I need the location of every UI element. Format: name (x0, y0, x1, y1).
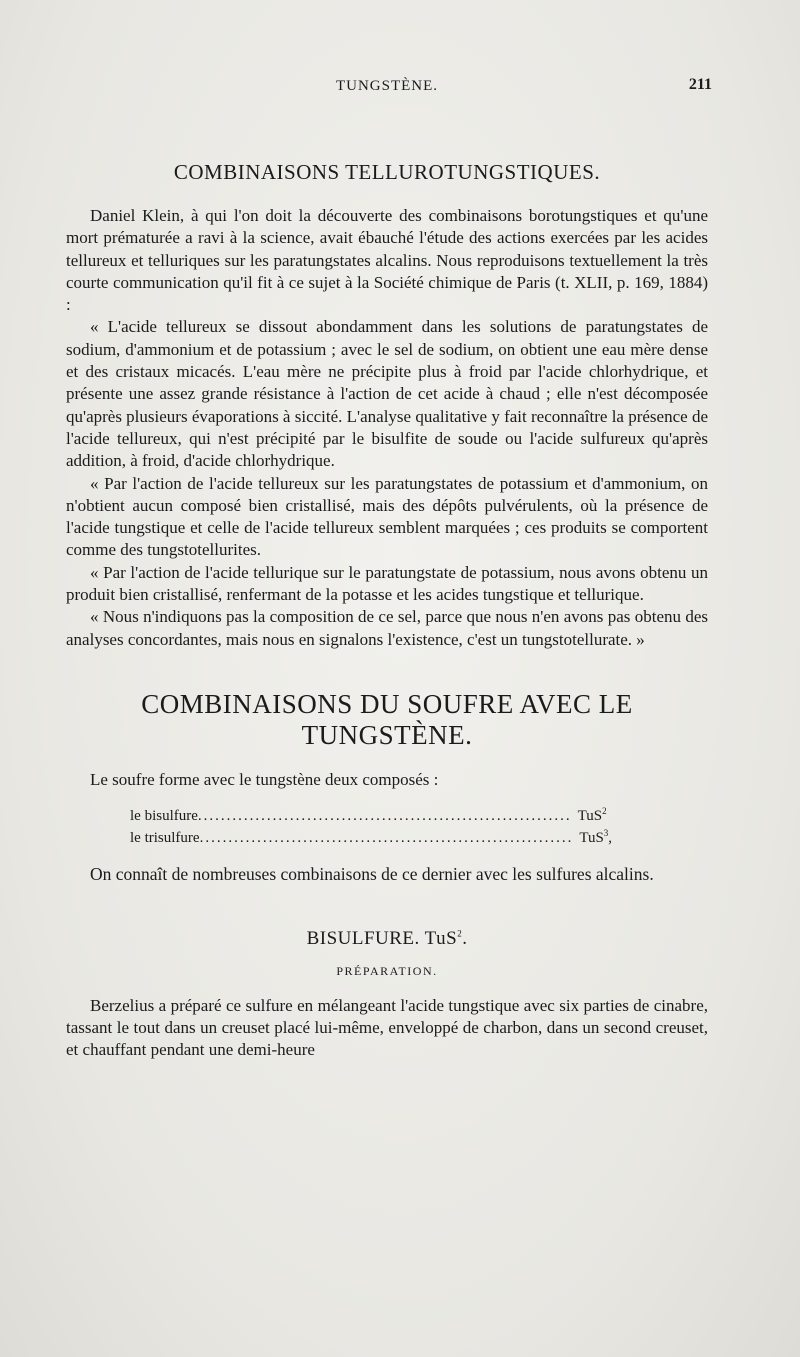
compound-name: le bisulfure (130, 808, 198, 825)
page-content (66, 160, 708, 1061)
compound-formula: TuS$^3$, (579, 828, 613, 847)
section-title-tellurotungstiques: COMBINAISONS TELLUROTUNGSTIQUES. (173, 160, 601, 184)
leader-dots: ................................................................. (197, 808, 572, 825)
paragraph: « Nous n'indiquons pas la composition de ce sel, parce que nous n'en avons pas obtenu des analyses concordantes, mais nous en signalons l'existence, c'est un tungstotellurate. » (66, 607, 708, 649)
compound-list (66, 805, 708, 849)
paragraph: Berzelius a préparé ce sulfure en mélangeant l'acide tungstique avec six parties de cinabre, tassant le tout dans un creuset placé lui-même, enveloppé de charbon, dans un second creuset, et chauffant pendant une demi-heure (66, 995, 708, 1060)
compound-formula: TuS$^2$ (577, 806, 607, 825)
paragraph: « L'acide tellureux se dissout abondamment dans les solutions de paratungstates de sodium, d'ammonium et de potassium ; avec le sel de sodium, on obtient une eau mère dense et des cristaux micacés. L'eau mère ne précipite plus à froid par l'acide chlorhydrique, et présente une assez grande résistance à l'action de cet acide à chaud ; elle n'est décomposée qu'après plusieurs évaporations à siccité. L'analyse qualitative y fait reconnaître la présence de l'acide tellureux, qui n'est précipité par le bisulfite de soude ou l'acide sulfureux qu'après addition, à froid, d'acide chlorhydrique. (66, 317, 708, 471)
section-title-bisulfure: BISULFURE. TuS$^2$. (306, 927, 468, 949)
compound-row (130, 827, 613, 849)
paragraph: Le soufre forme avec le tungstène deux composés : (90, 769, 439, 789)
compound-row (130, 805, 607, 827)
subsection-title-preparation: PRÉPARATION. (336, 963, 438, 978)
running-title: TUNGSTÈNE. (335, 78, 439, 94)
compound-name: le trisulfure (130, 830, 200, 847)
section-title-soufre: COMBINAISONS DU SOUFRE AVEC LE TUNGSTÈNE. (141, 688, 633, 750)
paragraph: « Par l'action de l'acide tellureux sur les paratungstates de potassium et d'ammonium, on n'obtient aucun composé bien cristallisé, mais des dépôts pulvérulents, où la présence de l'acide tungstique et celle de l'acide tellureux semblent marquées ; ces produits se comportent comme des tungstotellurites. (66, 473, 708, 560)
paragraph: On connaît de nombreuses combinaisons de ce dernier avec les sulfures alcalins. (90, 864, 654, 885)
paragraph: Daniel Klein, à qui l'on doit la découverte des combinaisons borotungstiques et qu'une mort prématurée a ravi à la science, avait ébauché l'étude des actions exercées par les acides tellureux et telluriques sur les paratungstates alcalins. Nous reproduisons textuellement la très courte communication qu'il fit à ce sujet à la Société chimique de Paris (t. XLII, p. 169, 1884) : (66, 206, 708, 315)
paragraph: « Par l'action de l'acide tellurique sur le paratungstate de potassium, nous avons obtenu un produit bien cristallisé, renfermant de la potasse et les acides tungstique et tellurique. (66, 562, 708, 605)
page-number: 211 (688, 76, 712, 93)
running-head (66, 76, 712, 98)
leader-dots: ................................................................. (199, 830, 574, 847)
